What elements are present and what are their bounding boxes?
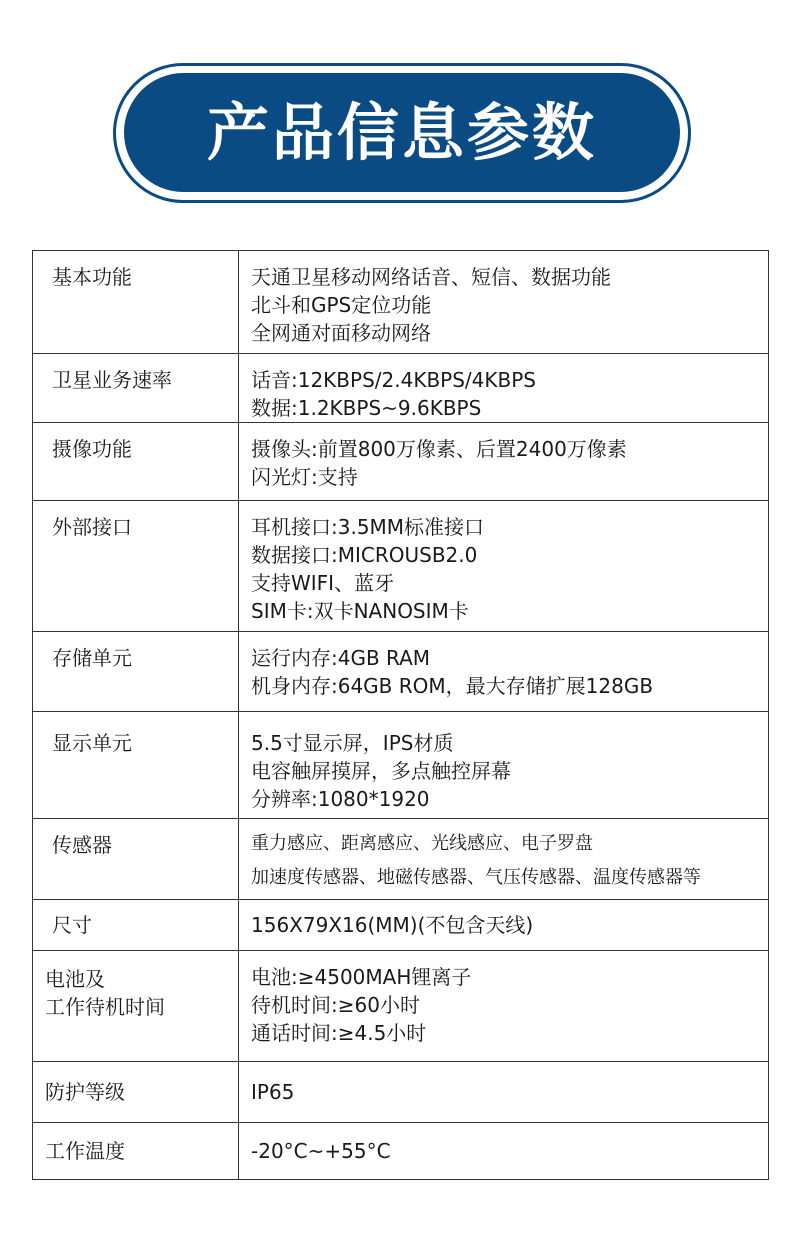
table-row (33, 712, 769, 819)
row-value (239, 900, 769, 951)
row-label (33, 819, 239, 900)
value-line: 待机时间:≥60小时 (251, 993, 420, 1017)
label-line: 摄像功能 (52, 437, 132, 461)
value-line: 耳机接口:3.5MM标准接口 (251, 515, 485, 539)
page-title: 产品信息参数 (206, 95, 597, 169)
row-value (239, 501, 769, 632)
value-line: -20°C~+55°C (251, 1139, 391, 1163)
table-row (33, 251, 769, 354)
label-line: 外部接口 (52, 515, 132, 539)
row-label (33, 251, 239, 354)
label-line: 工作待机时间 (45, 995, 165, 1019)
value-line: 5.5寸显示屏，IPS材质 (251, 731, 454, 755)
value-line: 通话时间:≥4.5小时 (251, 1021, 427, 1045)
value-line: 重力感应、距离感应、光线感应、电子罗盘 (251, 833, 593, 854)
row-value (239, 712, 769, 819)
table-row (33, 423, 769, 501)
row-value (239, 819, 769, 900)
value-line: 分辨率:1080*1920 (251, 787, 430, 811)
table-row (33, 951, 769, 1062)
label-line: 尺寸 (52, 913, 92, 937)
table-row (33, 501, 769, 632)
value-line: 加速度传感器、地磁传感器、气压传感器、温度传感器等 (251, 867, 701, 888)
value-line: 话音:12KBPS/2.4KBPS/4KBPS (251, 368, 536, 392)
table-row (33, 354, 769, 423)
row-value (239, 251, 769, 354)
value-line: 电容触屏摸屏，多点触控屏幕 (251, 759, 511, 783)
value-line: IP65 (251, 1080, 295, 1104)
row-label (33, 632, 239, 712)
label-line: 防护等级 (45, 1080, 125, 1104)
value-line: 运行内存:4GB RAM (251, 646, 431, 670)
row-label (33, 951, 239, 1062)
row-value (239, 1123, 769, 1180)
row-label (33, 1062, 239, 1123)
label-line: 基本功能 (52, 265, 132, 289)
value-line: SIM卡:双卡NANOSIM卡 (251, 599, 469, 623)
table-row (33, 900, 769, 951)
label-line: 电池及 (45, 967, 105, 991)
label-line: 显示单元 (52, 731, 132, 755)
row-value (239, 632, 769, 712)
row-value (239, 1062, 769, 1123)
table-row (33, 1062, 769, 1123)
row-label (33, 712, 239, 819)
row-label (33, 423, 239, 501)
value-line: 闪光灯:支持 (251, 465, 358, 489)
spec-table (32, 250, 769, 1180)
row-label (33, 501, 239, 632)
value-line: 电池:≥4500MAH锂离子 (251, 965, 472, 989)
row-value (239, 951, 769, 1062)
value-line: 天通卫星移动网络话音、短信、数据功能 (251, 265, 611, 289)
value-line: 支持WIFI、蓝牙 (251, 571, 395, 595)
value-line: 摄像头:前置800万像素、后置2400万像素 (251, 437, 627, 461)
value-line: 数据:1.2KBPS~9.6KBPS (251, 396, 482, 420)
table-row (33, 819, 769, 900)
row-label (33, 354, 239, 423)
value-line: 数据接口:MICROUSB2.0 (251, 543, 478, 567)
label-line: 传感器 (52, 833, 112, 857)
value-line: 北斗和GPS定位功能 (251, 293, 432, 317)
row-label (33, 900, 239, 951)
table-row (33, 632, 769, 712)
label-line: 卫星业务速率 (52, 368, 172, 392)
row-value (239, 423, 769, 501)
label-line: 工作温度 (45, 1139, 125, 1163)
row-label (33, 1123, 239, 1180)
value-line: 机身内存:64GB ROM，最大存储扩展128GB (251, 674, 654, 698)
title-banner (124, 73, 680, 192)
label-line: 存储单元 (52, 646, 132, 670)
row-value (239, 354, 769, 423)
value-line: 全网通对面移动网络 (251, 321, 431, 345)
value-line: 156X79X16(MM)(不包含天线) (251, 913, 534, 937)
table-row (33, 1123, 769, 1180)
